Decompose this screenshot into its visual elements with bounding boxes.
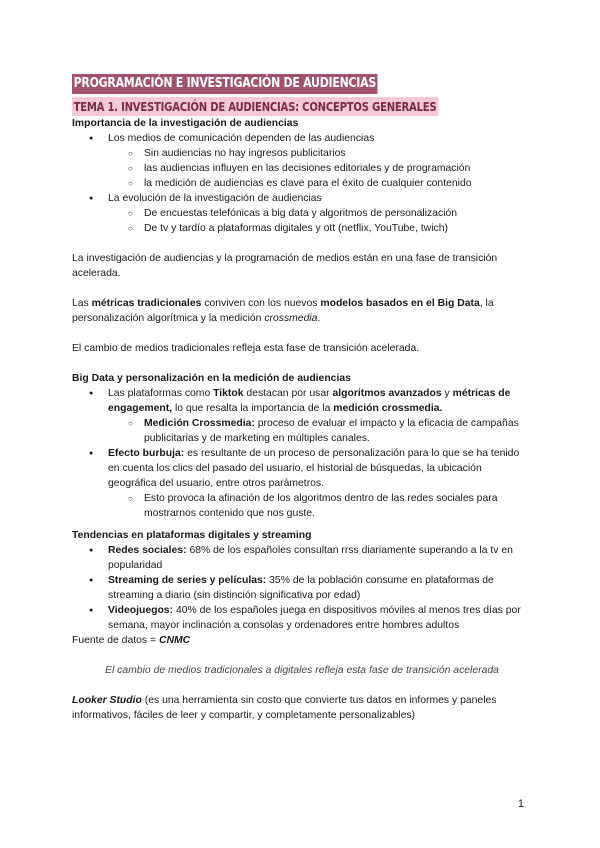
section1-list [72,131,532,236]
section-heading-importancia: Importancia de la investigación de audiencias [72,118,299,129]
list-item: ● Redes sociales: 68% de los españoles consultan rrss diariamente superando a la tv en popularidad [72,543,532,573]
section-heading-bigdata: Big Data y personalización en la medición de audiencias [72,373,351,384]
paragraph-cambio: El cambio de medios tradicionales refleja esta fase de transición acelerada. [72,343,420,354]
list-item: ● La evolución de la investigación de audiencias ○ De encuestas telefónicas a big data y algoritmos de personalización ○ De tv y tardío a plataformas digitales y ott (netflix, YouTube, twich) [72,191,532,236]
list-item: ○ Esto provoca la afinación de los algoritmos dentro de las redes sociales para mostrarnos contenido que nos guste. [72,491,532,521]
list-item: ○ De encuestas telefónicas a big data y algoritmos de personalización [72,206,532,221]
paragraph-looker: Looker Studio (es una herramienta sin costo que convierte tus datos en informes y paneles informativos, fáciles de leer y compartir, y completamente personalizables) [72,695,497,721]
data-source: Fuente de datos = CNMC [72,635,191,646]
paragraph-metricas: Las métricas tradicionales conviven con los nuevos modelos basados en el Big Data, la personalización algorítmica y la medición crossmedia. [72,298,494,324]
list-item: ● Videojuegos: 40% de los españoles juega en dispositivos móviles al menos tres días por semana, mayor inclinación a consolas y ordenadores entre hombres adultos [72,603,532,633]
list-item: ● Los medios de comunicación dependen de las audiencias ○ Sin audiencias no hay ingresos publicitarios ○ las audiencias influyen en las decisiones editoriales y de programación ○ la medición de audiencias es clave para el éxito de cualquier contenido [72,131,532,191]
italic-quote: El cambio de medios tradicionales a digitales refleja esta fase de transición acelerada [105,665,499,676]
list-item: ● Las plataformas como Tiktok destacan por usar algoritmos avanzados y métricas de engagement, lo que resalta la importancia de la medición crossmedia. ○ Medición Crossmedia: proceso de evaluar el impacto y la eficacia de campañas publicitarias y de marketing en múltiples canales. [72,386,532,446]
document-subtitle: TEMA 1. INVESTIGACIÓN DE AUDIENCIAS: CONCEPTOS GENERALES [73,99,437,114]
paragraph-transicion: La investigación de audiencias y la programación de medios están en una fase de transición acelerada. [72,253,498,279]
section-heading-tendencias: Tendencias en plataformas digitales y streaming [72,530,312,541]
list-item: ○ la medición de audiencias es clave para el éxito de cualquier contenido [72,176,532,191]
document-title: PROGRAMACIÓN E INVESTIGACIÓN DE AUDIENCIAS [72,74,532,94]
list-item: ○ Sin audiencias no hay ingresos publicitarios [72,146,532,161]
list-item: ○ las audiencias influyen en las decisiones editoriales y de programación [72,161,532,176]
list-item: ○ De tv y tardío a plataformas digitales y ott (netflix, YouTube, twich) [72,221,532,236]
section3-list [72,543,532,633]
page-number: 1 [517,798,524,810]
section2-list [72,386,532,521]
document-page [72,74,532,723]
list-item: ● Streaming de series y películas: 35% de la población consume en plataformas de streaming a diario (sin distinción significativa por edad) [72,573,532,603]
list-item: ○ Medición Crossmedia: proceso de evaluar el impacto y la eficacia de campañas publicitarias y de marketing en múltiples canales. [72,416,532,446]
list-item: ● Efecto burbuja: es resultante de un proceso de personalización para lo que se ha tenido en cuenta los clics del pasado del usuario, el historial de búsquedas, la ubicación geográfica del usuario, entre otros parámetros. ○ Esto provoca la afinación de los algoritmos dentro de las redes sociales para mostrarnos contenido que nos guste. [72,446,532,521]
